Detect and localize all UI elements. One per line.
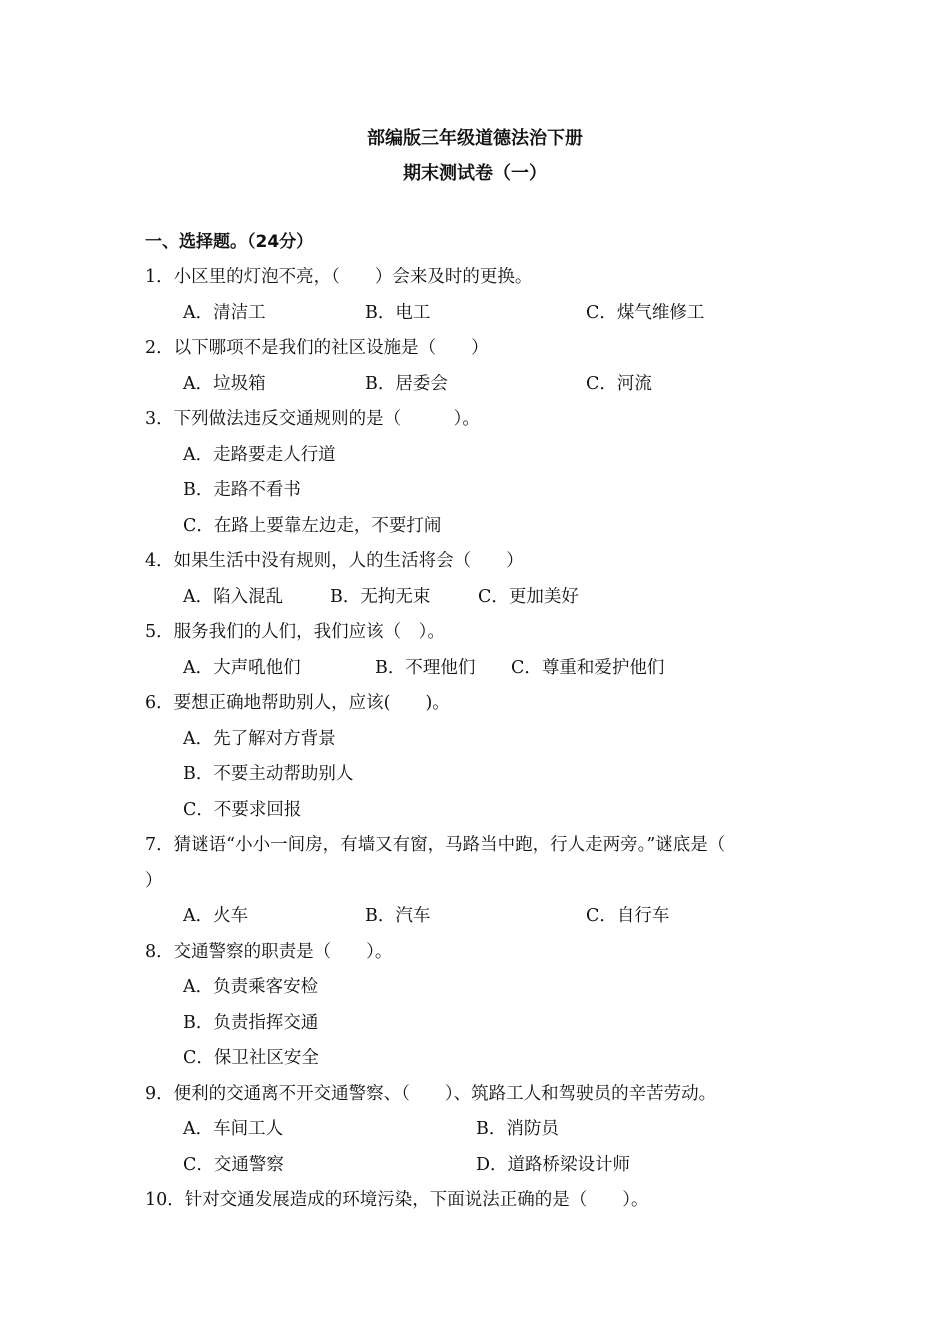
option: C．尊重和爱护他们 (511, 658, 665, 678)
option: A．负责乘客安检 (183, 977, 319, 997)
option: A．走路要走人行道 (183, 445, 336, 465)
option: B．消防员 (476, 1119, 559, 1139)
option: A．火车 (183, 906, 249, 926)
option: B．无拘无束 (330, 587, 431, 607)
question-stem: 10．针对交通发展造成的环境污染，下面说法正确的是（ ）。 (145, 1190, 649, 1210)
option: A．清洁工 (183, 303, 266, 323)
option: C．河流 (586, 374, 652, 394)
question-stem: 1．小区里的灯泡不亮，（ ）会来及时的更换。 (145, 267, 533, 287)
option: A．车间工人 (183, 1119, 284, 1139)
option: B．居委会 (365, 374, 448, 394)
question-stem: 6．要想正确地帮助别人，应该( )。 (145, 693, 450, 713)
option: A．先了解对方背景 (183, 729, 336, 749)
option: C．不要求回报 (183, 800, 302, 820)
option: D．道路桥梁设计师 (476, 1155, 631, 1175)
option: A．垃圾箱 (183, 374, 266, 394)
option: B．汽车 (365, 906, 431, 926)
option: C．在路上要靠左边走，不要打闹 (183, 516, 442, 536)
doc-title: 部编版三年级道德法治下册 (367, 128, 583, 149)
question-stem: 2．以下哪项不是我们的社区设施是（ ） (145, 338, 489, 358)
option: B．负责指挥交通 (183, 1013, 319, 1033)
question-stem-continuation: ） (145, 871, 163, 891)
option: B．电工 (365, 303, 431, 323)
option: C．更加美好 (478, 587, 579, 607)
option: C．保卫社区安全 (183, 1048, 319, 1068)
question-stem: 9．便利的交通离不开交通警察、（ ）、筑路工人和驾驶员的辛苦劳动。 (145, 1084, 717, 1104)
question-stem: 7．猜谜语“小小一间房，有墙又有窗，马路当中跑，行人走两旁。”谜底是（ (145, 835, 726, 855)
option: C．煤气维修工 (586, 303, 705, 323)
option: B．不理他们 (375, 658, 476, 678)
question-stem: 8．交通警察的职责是（ ）。 (145, 942, 393, 962)
question-stem: 5．服务我们的人们，我们应该（ ）。 (145, 622, 445, 642)
option: A．大声吼他们 (183, 658, 301, 678)
option: A．陷入混乱 (183, 587, 284, 607)
question-stem: 3．下列做法违反交通规则的是（ ）。 (145, 409, 480, 429)
option: B．走路不看书 (183, 480, 301, 500)
doc-subtitle: 期末测试卷（一） (403, 163, 547, 184)
option: C．自行车 (586, 906, 670, 926)
option: B．不要主动帮助别人 (183, 764, 354, 784)
section-heading: 一、选择题。（24分） (145, 232, 314, 252)
question-stem: 4．如果生活中没有规则，人的生活将会（ ） (145, 551, 524, 571)
option: C．交通警察 (183, 1155, 284, 1175)
